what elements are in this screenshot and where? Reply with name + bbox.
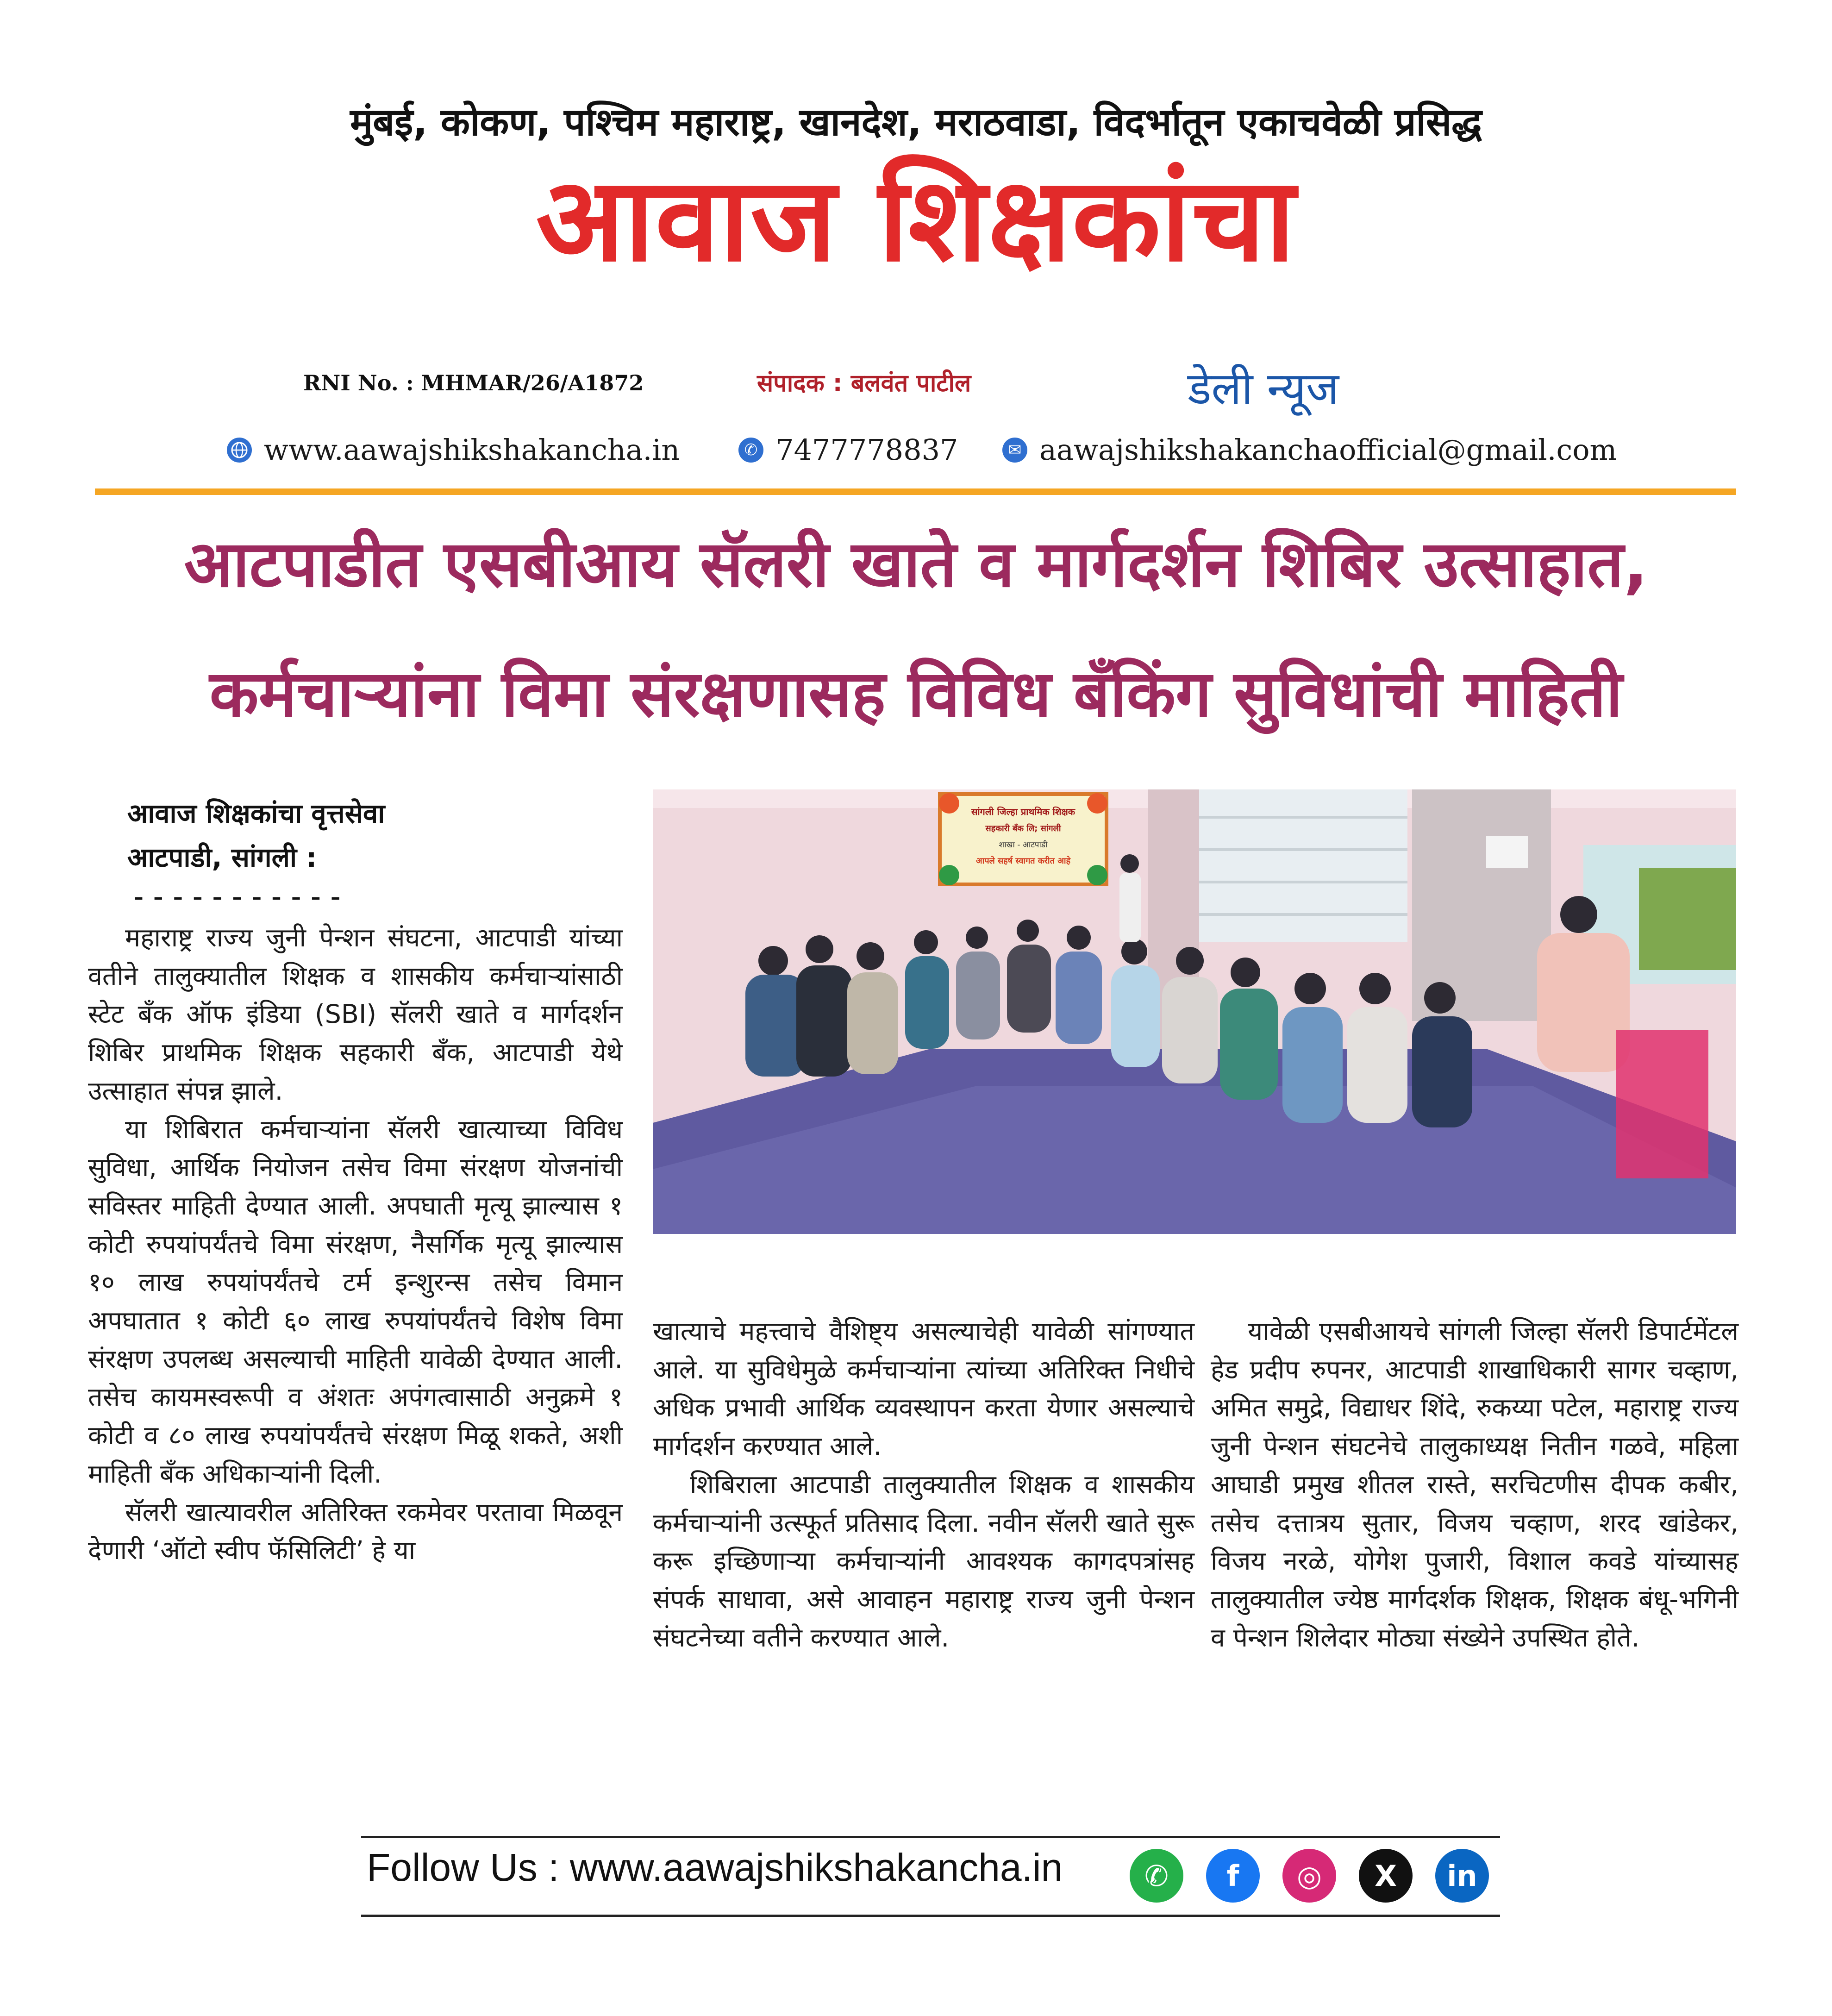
banner-line-1: सांगली जिल्हा प्राथमिक शिक्षक (971, 806, 1075, 817)
banner-line-4: आपले सहर्ष स्वागत करीत आहे (975, 856, 1071, 866)
paragraph: या शिबिरात कर्मचाऱ्यांना सॅलरी खात्याच्या विविध सुविधा, आर्थिक नियोजन तसेच विमा संरक्षण योजनांची सविस्तर माहिती देण्यात आली. अपघाती मृत्यू झाल्यास १ कोटी रुपयांपर्यंतचे विमा संरक्षण, नैसर्गिक मृत्यू झाल्यास १० लाख रुपयांपर्यंतचे टर्म इन्शुरन्स तसेच विमान अपघातात १ कोटी ६० लाख रुपयांपर्यंतचे विशेष विमा संरक्षण उपलब्ध असल्याची माहिती यावेळी देण्यात आली. तसेच कायमस्वरूपी व अंशतः अपंगत्वासाठी अनुक्रमे १ कोटी व ८० लाख रुपयांपर्यंतचे संरक्षण मिळू शकते, अशी माहिती बँक अधिकाऱ्यांनी दिली. (88, 1114, 623, 1489)
paragraph: महाराष्ट्र राज्य जुनी पेन्शन संघटना, आटपाडी यांच्या वतीने तालुक्यातील शिक्षक व शासकीय कर्मचाऱ्यांसाठी स्टेट बँक ऑफ इंडिया (SBI) सॅलरी खाते व मार्गदर्शन शिबिर प्राथमिक शिक्षक सहकारी बँक, आटपाडी येथे उत्साहात संपन्न झाले. (88, 923, 623, 1106)
phone-contact[interactable] (738, 433, 958, 467)
editor-credit: संपादक : बलवंत पाटील (757, 369, 971, 397)
paragraph: सॅलरी खात्यावरील अतिरिक्त रकमेवर परतावा मिळवून देणारी ‘ऑटो स्वीप फॅसिलिटी’ हे या (88, 1497, 623, 1566)
website-contact[interactable] (227, 433, 680, 467)
footer-top-rule (361, 1836, 1500, 1838)
rni-number: RNI No. : MHMAR/26/A1872 (303, 370, 644, 395)
paragraph: यावेळी एसबीआयचे सांगली जिल्हा सॅलरी डिपार्टमेंटल हेड प्रदीप रुपनर, आटपाडी शाखाधिकारी सागर चव्हाण, अमित समुद्रे, विद्याधर शिंदे, रुकय्या पटेल, महाराष्ट्र राज्य जुनी पेन्शन संघटनेचे तालुकाध्यक्ष नितीन गळवे, महिला आघाडी प्रमुख शीतल रास्ते, सरचिटणीस दीपक कबीर, तसेच दत्तात्रय सुतार, विजय चव्हाण, शरद खांडेकर, विजय नरळे, योगेश पुजारी, विशाल कवडे यांच्यासह तालुक्यातील ज्येष्ठ मार्गदर्शक शिक्षक, शिक्षक बंधू-भगिनी व पेन्शन शिलेदार मोठ्या संख्येने उपस्थित होते. (1211, 1316, 1738, 1653)
whatsapp-icon[interactable]: ✆ (1130, 1849, 1183, 1903)
globe-icon (227, 438, 252, 463)
follow-us-text[interactable]: Follow Us : www.aawajshikshakancha.in (367, 1846, 1063, 1889)
instagram-icon[interactable]: ◎ (1282, 1849, 1336, 1903)
phone-icon: ✆ (738, 438, 763, 463)
email-contact[interactable] (1002, 433, 1617, 467)
event-photo (653, 789, 1736, 1234)
email-address[interactable]: aawajshikshakanchaofficial@gmail.com (1039, 433, 1617, 467)
newspaper-title: आवाज शिक्षकांचा (536, 152, 1296, 287)
headline-line-1: आटपाडीत एसबीआय सॅलरी खाते व मार्गदर्शन शिबिर उत्साहात, (184, 527, 1648, 601)
headline-line-2: कर्मचाऱ्यांना विमा संरक्षणासह विविध बँकिंग सुविधांची माहिती (209, 657, 1623, 731)
welcome-banner (939, 793, 1107, 885)
masthead-divider (95, 488, 1736, 495)
phone-number[interactable]: 7477778837 (775, 433, 958, 467)
byline-separator: ----------- (130, 880, 346, 914)
x-icon[interactable]: X (1359, 1849, 1413, 1903)
linkedin-icon[interactable]: in (1435, 1849, 1489, 1903)
tagline: मुंबई, कोकण, पश्चिम महाराष्ट्र, खानदेश, मराठवाडा, विदर्भातून एकाचवेळी प्रसिद्ध (350, 100, 1482, 144)
article-column-1 (88, 919, 623, 1570)
website-link[interactable]: www.aawajshikshakancha.in (264, 433, 680, 467)
byline-agency: आवाज शिक्षकांचा वृत्तसेवा (127, 798, 385, 829)
email-icon: ✉ (1002, 438, 1027, 463)
article-column-2 (653, 1313, 1194, 1657)
article-column-3 (1211, 1313, 1738, 1657)
paragraph: खात्याचे महत्त्वाचे वैशिष्ट्य असल्याचेही यावेळी सांगण्यात आले. या सुविधेमुळे कर्मचाऱ्यांना त्यांच्या अतिरिक्त निधीचे अधिक प्रभावी आर्थिक व्यवस्थापन करता येणार असल्याचे मार्गदर्शन करण्यात आले. (653, 1316, 1194, 1462)
banner-line-2: सहकारी बँक लि; सांगली (985, 824, 1061, 833)
facebook-icon[interactable]: f (1206, 1849, 1260, 1903)
byline-place: आटपाडी, सांगली : (127, 842, 317, 873)
paragraph: शिबिराला आटपाडी तालुक्यातील शिक्षक व शासकीय कर्मचाऱ्यांनी उत्स्फूर्त प्रतिसाद दिला. नवीन सॅलरी खाते सुरू करू इच्छिणाऱ्या कर्मचाऱ्यांनी आवश्यक कागदपत्रांसह संपर्क साधावा, असे आवाहन महाराष्ट्र राज्य जुनी पेन्शन संघटनेच्या वतीने करण्यात आले. (653, 1469, 1194, 1653)
footer-bottom-rule (361, 1915, 1500, 1917)
daily-news-label: डेली न्यूज (1188, 363, 1339, 414)
banner-line-3: शाखा - आटपाडी (999, 840, 1048, 850)
